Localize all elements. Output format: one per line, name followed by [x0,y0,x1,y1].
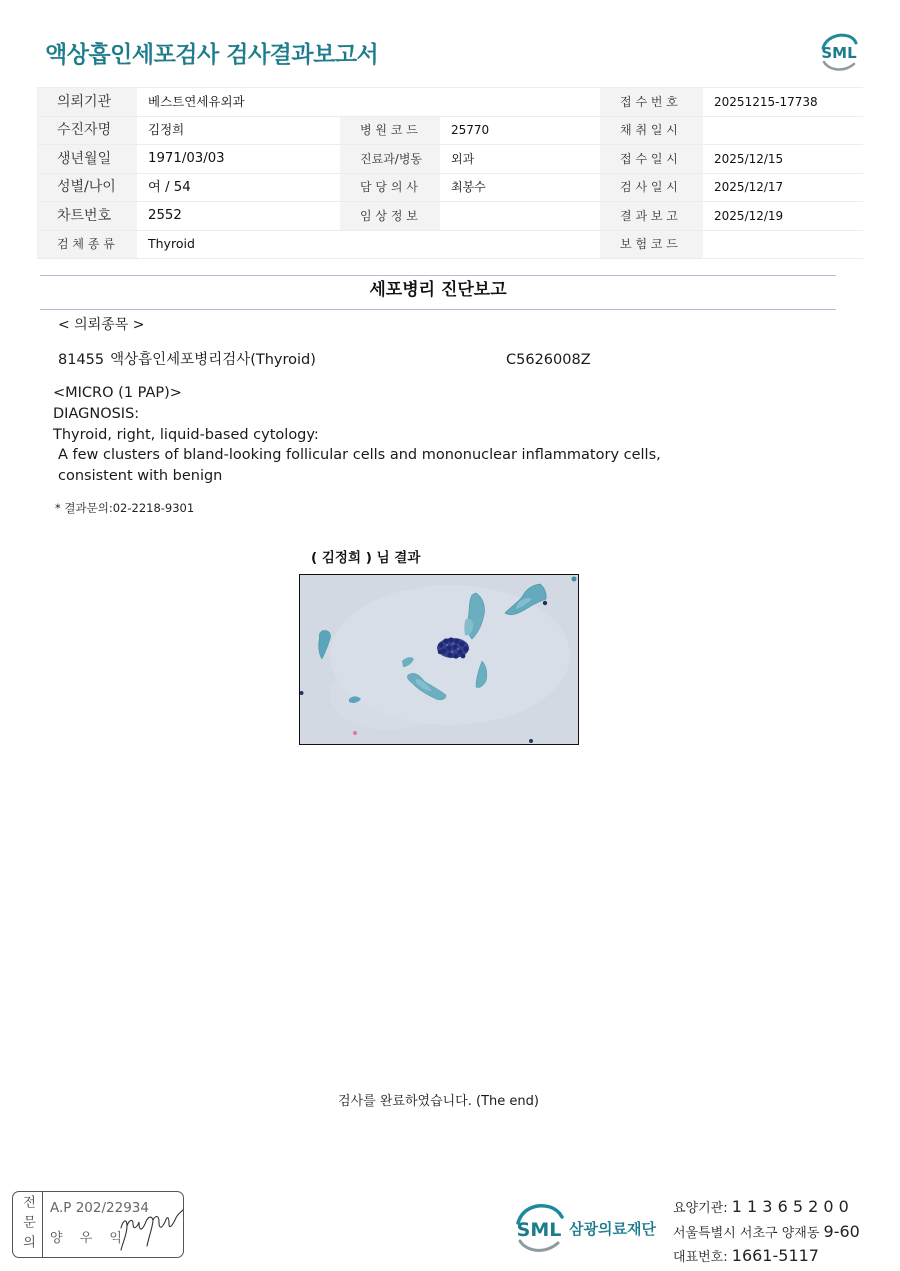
specimen-line: Thyroid, right, liquid-based cytology: [53,426,319,443]
insurance-code-label: 보 험 코 드 [600,230,703,259]
samkwang-logo [510,1199,568,1257]
end-note: 검사를 완료하였습니다. (The end) [338,1094,539,1109]
phone-line [673,1245,860,1270]
insurance-code-value [703,230,863,259]
order-ref-code: C5626008Z [506,352,591,368]
info-row [37,230,863,259]
logo-text: SML [516,1219,562,1241]
organization-info [673,1196,860,1270]
microscopic-findings [53,383,661,487]
report-date-label: 결 과 보 고 [600,202,703,231]
pathologist-signature [117,1206,184,1252]
hospital-code-label: 병 원 코 드 [340,116,440,145]
stamp-title-column [13,1192,43,1257]
institution-label: 요양기관: [673,1201,728,1216]
info-row [37,202,863,231]
organization-name: 삼광의료재단 [569,1220,656,1238]
diagnosis-label: DIAGNOSIS: [53,405,140,422]
physician-label: 담 당 의 사 [340,173,440,202]
address-number: 9-60 [823,1221,860,1241]
report-date-value: 2025/12/19 [703,202,863,231]
test-date-value: 2025/12/17 [703,173,863,202]
logo-text: SML [821,44,857,62]
hospital-code-value: 25770 [440,116,600,145]
pathologist-license: A.P 202/22934 [50,1200,149,1216]
info-row [37,145,863,174]
patient-name-label: 수진자명 [37,116,137,145]
address-text: 서울특별시 서초구 양재동 [673,1225,820,1241]
finding-line: A few clusters of bland-looking follicular cells and mononuclear inflammatory cells, [58,447,661,464]
sml-logo [816,29,862,75]
logo-arc-bottom [520,1241,558,1250]
order-name: 액상흡인세포병리검사(Thyroid) [110,352,316,368]
requesting-institution-label: 의뢰기관 [37,88,137,117]
section-heading-text: 세포병리 진단보고 [369,280,507,300]
physician-value: 최봉수 [440,173,600,202]
sml-logo-mark [816,29,862,75]
order-header: < 의뢰종목 > [58,317,145,333]
sex-age-label: 성별/나이 [37,173,137,202]
birth-date-label: 생년월일 [37,145,137,174]
phone-number: 1661-5117 [731,1246,819,1265]
micro-header: <MICRO (1 PAP)> [53,385,182,401]
stamp-title: 전문의 [20,1194,35,1255]
order-line [58,350,316,370]
stain-dot [529,739,533,743]
institution-number: 1 1 3 6 5 2 0 0 [731,1197,849,1216]
stain-dot [353,731,357,735]
micrograph-image [300,575,577,743]
logo-arc-bottom [824,62,854,70]
collection-date-label: 채 취 일 시 [600,116,703,145]
patient-name-value: 김정희 [137,116,340,145]
pathologist-name: 양 우 익 [50,1231,122,1246]
accession-number-label: 접 수 번 호 [600,88,703,117]
birth-date-value: 1971/03/03 [137,145,340,174]
specimen-type-label: 검 체 종 류 [37,230,137,259]
cell-nucleus [543,601,547,605]
address-line [673,1221,860,1246]
samkwang-logo-mark [510,1199,568,1257]
requesting-institution-value: 베스트연세유외과 [137,88,600,117]
received-date-value: 2025/12/15 [703,145,863,174]
report-title: 액상흡인세포검사 검사결과보고서 [45,42,379,68]
chart-number-value: 2552 [137,202,340,231]
result-inquiry: * 결과문의:02-2218-9301 [55,501,195,515]
section-heading [40,275,836,310]
sex-age-value: 여 / 54 [137,173,340,202]
specimen-type-value: Thyroid [137,230,600,259]
department-label: 진료과/병동 [340,145,440,174]
stain-dot [572,577,577,582]
info-row [37,88,863,117]
clinical-info-label: 임 상 정 보 [340,202,440,231]
test-date-label: 검 사 일 시 [600,173,703,202]
info-row [37,173,863,202]
clinical-info-value [440,202,600,231]
institution-number-line [673,1196,860,1221]
accession-number-value: 20251215-17738 [703,88,863,117]
department-value: 외과 [440,145,600,174]
cytology-micrograph [299,574,579,745]
patient-info-table [37,87,863,259]
image-caption: ( 김정희 ) 님 결과 [311,550,421,566]
received-date-label: 접 수 일 시 [600,145,703,174]
finding-line: consistent with benign [58,468,223,485]
pathologist-stamp [12,1191,184,1258]
phone-label: 대표번호: [673,1250,728,1265]
order-code: 81455 [58,352,105,368]
chart-number-label: 차트번호 [37,202,137,231]
collection-date-value [703,116,863,145]
info-row [37,116,863,145]
